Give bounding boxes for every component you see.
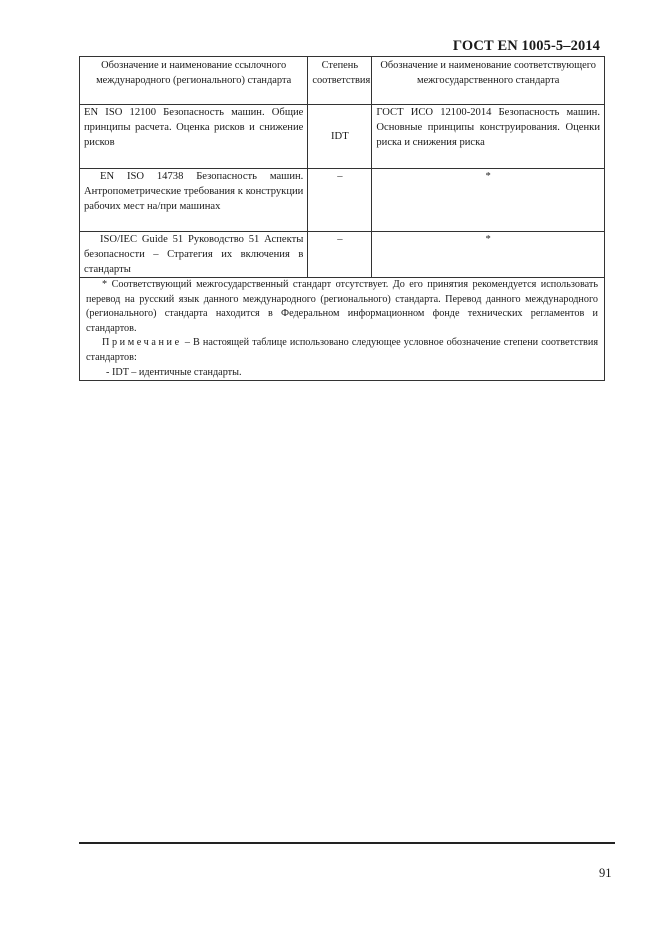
note-text: – В настоящей таблице использовано следующее условное обозначение степени соответствия стандартов:	[86, 337, 599, 363]
document-code-header: ГОСТ EN 1005-5–2014	[452, 38, 600, 54]
column-header-reference: Обозначение и наименование ссылочного международного (регионального) стандарта	[80, 57, 308, 105]
national-standard-cell: *	[372, 232, 605, 278]
reference-standard-cell: ISO/IEC Guide 51 Руководство 51 Аспекты безопасности – Стратегия их включения в стандарты	[80, 232, 308, 278]
national-standard-cell: ГОСТ ИСО 12100-2014 Безопасность машин. Основные принципы конструирования. Оценки риска и снижения риска	[372, 105, 605, 169]
reference-standards-table	[79, 56, 605, 381]
table-row	[80, 232, 605, 278]
column-header-degree: Степень соответствия	[308, 57, 372, 105]
national-standard-cell: *	[372, 169, 605, 232]
table-header-row	[80, 57, 605, 105]
legend-item: - IDT – идентичные стандарты.	[106, 366, 242, 378]
footnote-text: * Соответствующий межгосударственный стандарт отсутствует. До его принятия рекомендуется использовать перевод на русский язык данного международного (регионального) стандарта. Перевод данного международного (регионального) стандарта находится в Федеральном информационном фонде технических регламентов и стандартов.	[86, 279, 598, 334]
table-row	[80, 105, 605, 169]
footer-divider	[79, 842, 615, 844]
reference-standard-cell: EN ISO 14738 Безопасность машин. Антропометрические требования к конструкции рабочих мест на/при машинах	[80, 169, 308, 232]
reference-standard-cell: EN ISO 12100 Безопасность машин. Общие принципы расчета. Оценка рисков и снижение рисков	[80, 105, 308, 169]
table-row	[80, 169, 605, 232]
page-number: 91	[599, 866, 612, 880]
degree-cell: IDT	[308, 105, 372, 169]
column-header-national: Обозначение и наименование соответствующего межгосударственного стандарта	[372, 57, 605, 105]
table-notes-row	[80, 278, 605, 381]
note-paragraph	[86, 336, 598, 365]
table-notes	[80, 278, 605, 381]
note-label: Примечание	[102, 337, 182, 349]
degree-cell: –	[308, 232, 372, 278]
degree-cell: –	[308, 169, 372, 232]
